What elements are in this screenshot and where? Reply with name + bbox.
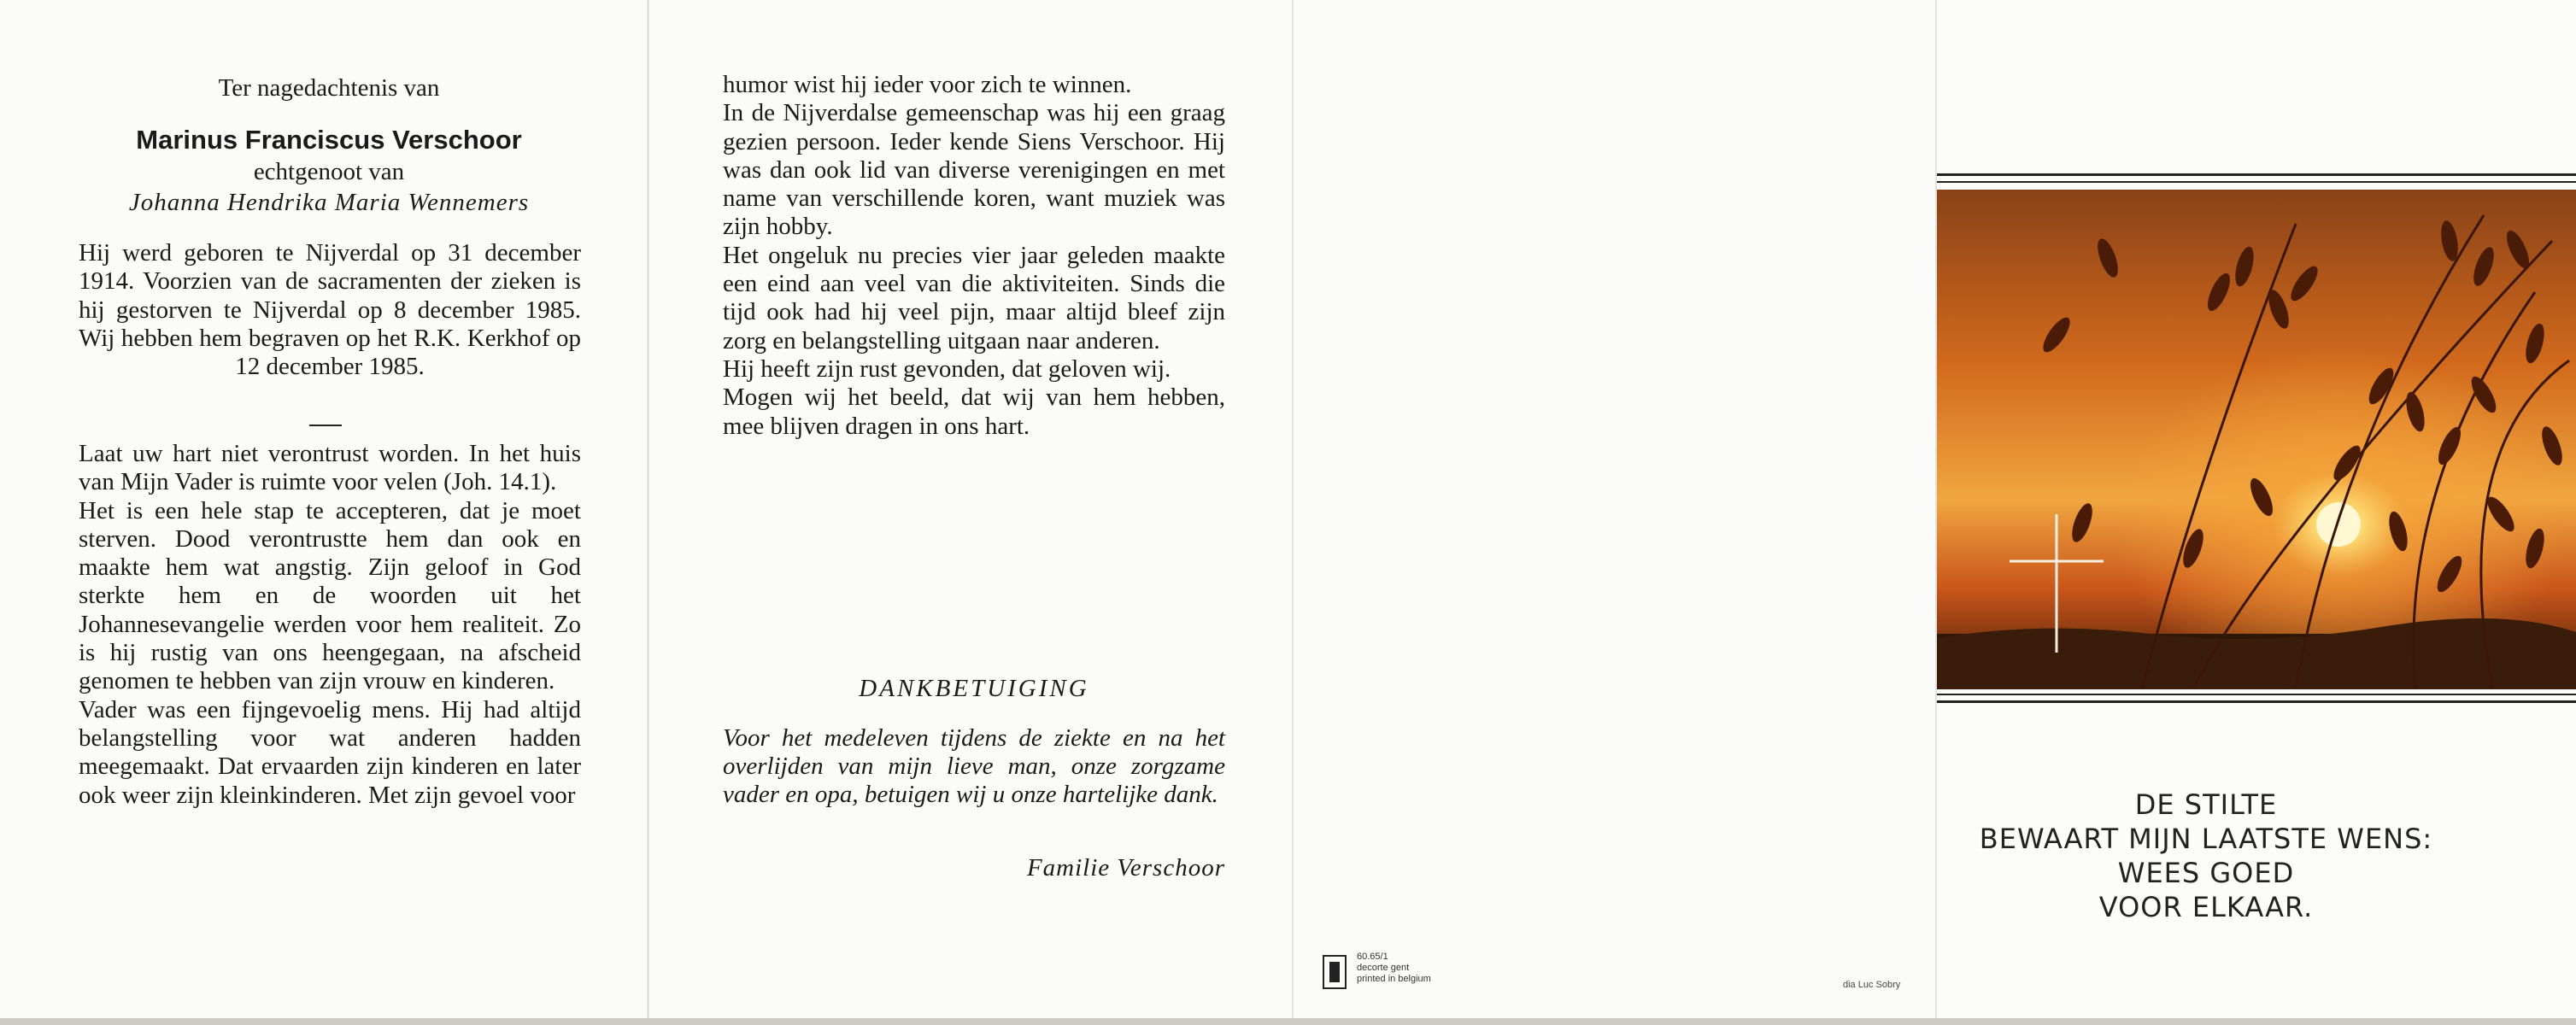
sunset-photo-svg [1937,190,2576,689]
paragraph: Mogen wij het beeld, dat wij van hem hebben, mee blijven dragen in ons hart. [723,384,1225,440]
publisher-logo-icon [1323,955,1347,989]
memorial-text-continued [723,71,1225,441]
motto-line: BEWAART MIJN LAATSTE WENS: [1979,823,2433,855]
memorial-header [68,73,590,218]
motto-line: WEES GOED [2117,857,2295,889]
motto-line: DE STILTE [2134,788,2278,821]
paragraph: In de Nijverdalse gemeenschap was hij een graag gezien persoon. Ieder kende Siens Verschoor. Hij was dan ook lid van diverse verenigingen en met name van verschillende koren, want muziek was zijn hobby. [723,99,1225,241]
spouse-name: Johanna Hendrika Maria Wennemers [128,189,530,216]
dank-title: DANKBETUIGING [859,675,1089,702]
print-info [1357,952,1431,985]
intro-line: Ter nagedachtenis van [218,74,440,102]
paragraph: Het ongeluk nu precies vier jaar geleden maakte een eind aan veel van die aktiviteiten. Sinds die tijd ook had hij veel pijn, maar altijd bleef zijn zorg en belangstelling uitgaan naar anderen. [723,241,1225,354]
deceased-name: Marinus Franciscus Verschoor [136,125,522,155]
dank-text: Voor het medeleven tijdens de ziekte en na het overlijden van mijn lieve man, onze zorgzame vader en opa, betuigen wij u onze hartelijke dank. [723,724,1225,808]
photo-credit: dia Luc Sobry [1843,980,1901,990]
card-bottom-edge [0,1018,2576,1025]
spouse-label: echtgenoot van [253,158,405,185]
paragraph: Hij heeft zijn rust gevonden, dat geloven wij. [723,354,1171,383]
paragraph: Vader was een fijngevoelig mens. Hij had altijd belangstelling voor wat anderen hadden meegemaakt. Dat ervaarden zijn kinderen en later ook weer zijn kleinkinderen. Met zijn gevoel voor [79,695,581,809]
motto-line: VOOR ELKAAR. [2098,891,2314,923]
printed-in: printed in belgium [1357,974,1431,984]
separator-dash [309,425,342,426]
top-rule-thin [1937,181,2576,183]
memorial-text [79,440,581,810]
back-panel [1294,0,1935,1025]
motto-text [1937,788,2475,924]
paragraph: Het is een hele stap te accepteren, dat je moet sterven. Dood verontrustte hem dan ook en maakte hem wat angstig. Zijn geloof in God sterkte hem en de woorden uit het Johannesevangelie werden voor hem realiteit. Zo is hij rustig van ons heengegaan, na afscheid genomen te hebben van zijn vrouw en kinderen. [79,496,581,695]
print-code: 60.65/1 [1357,952,1388,962]
publisher-name: decorte gent [1357,963,1410,973]
inside-left-panel [0,0,647,1025]
paragraph: humor wist hij ieder voor zich te winnen. [723,71,1132,98]
inside-right-panel [649,0,1292,1025]
sunset-grass-cross-photo [1937,190,2576,689]
birth-death-text: Hij werd geboren te Nijverdal op 31 december 1914. Voorzien van de sacramenten der zieken is hij gestorven te Nijverdal op 8 december 1985. Wij hebben hem begraven op het R.K. Kerkhof op 12 december 1985. [79,239,581,381]
top-rule [1937,173,2576,176]
bottom-rule [1937,700,2576,703]
bottom-rule-thin [1937,694,2576,695]
front-panel [1843,0,2576,1025]
paragraph: Laat uw hart niet verontrust worden. In het huis van Mijn Vader is ruimte voor velen (Joh. 14.1). [79,440,581,496]
dank-signature: Familie Verschoor [1026,854,1225,882]
